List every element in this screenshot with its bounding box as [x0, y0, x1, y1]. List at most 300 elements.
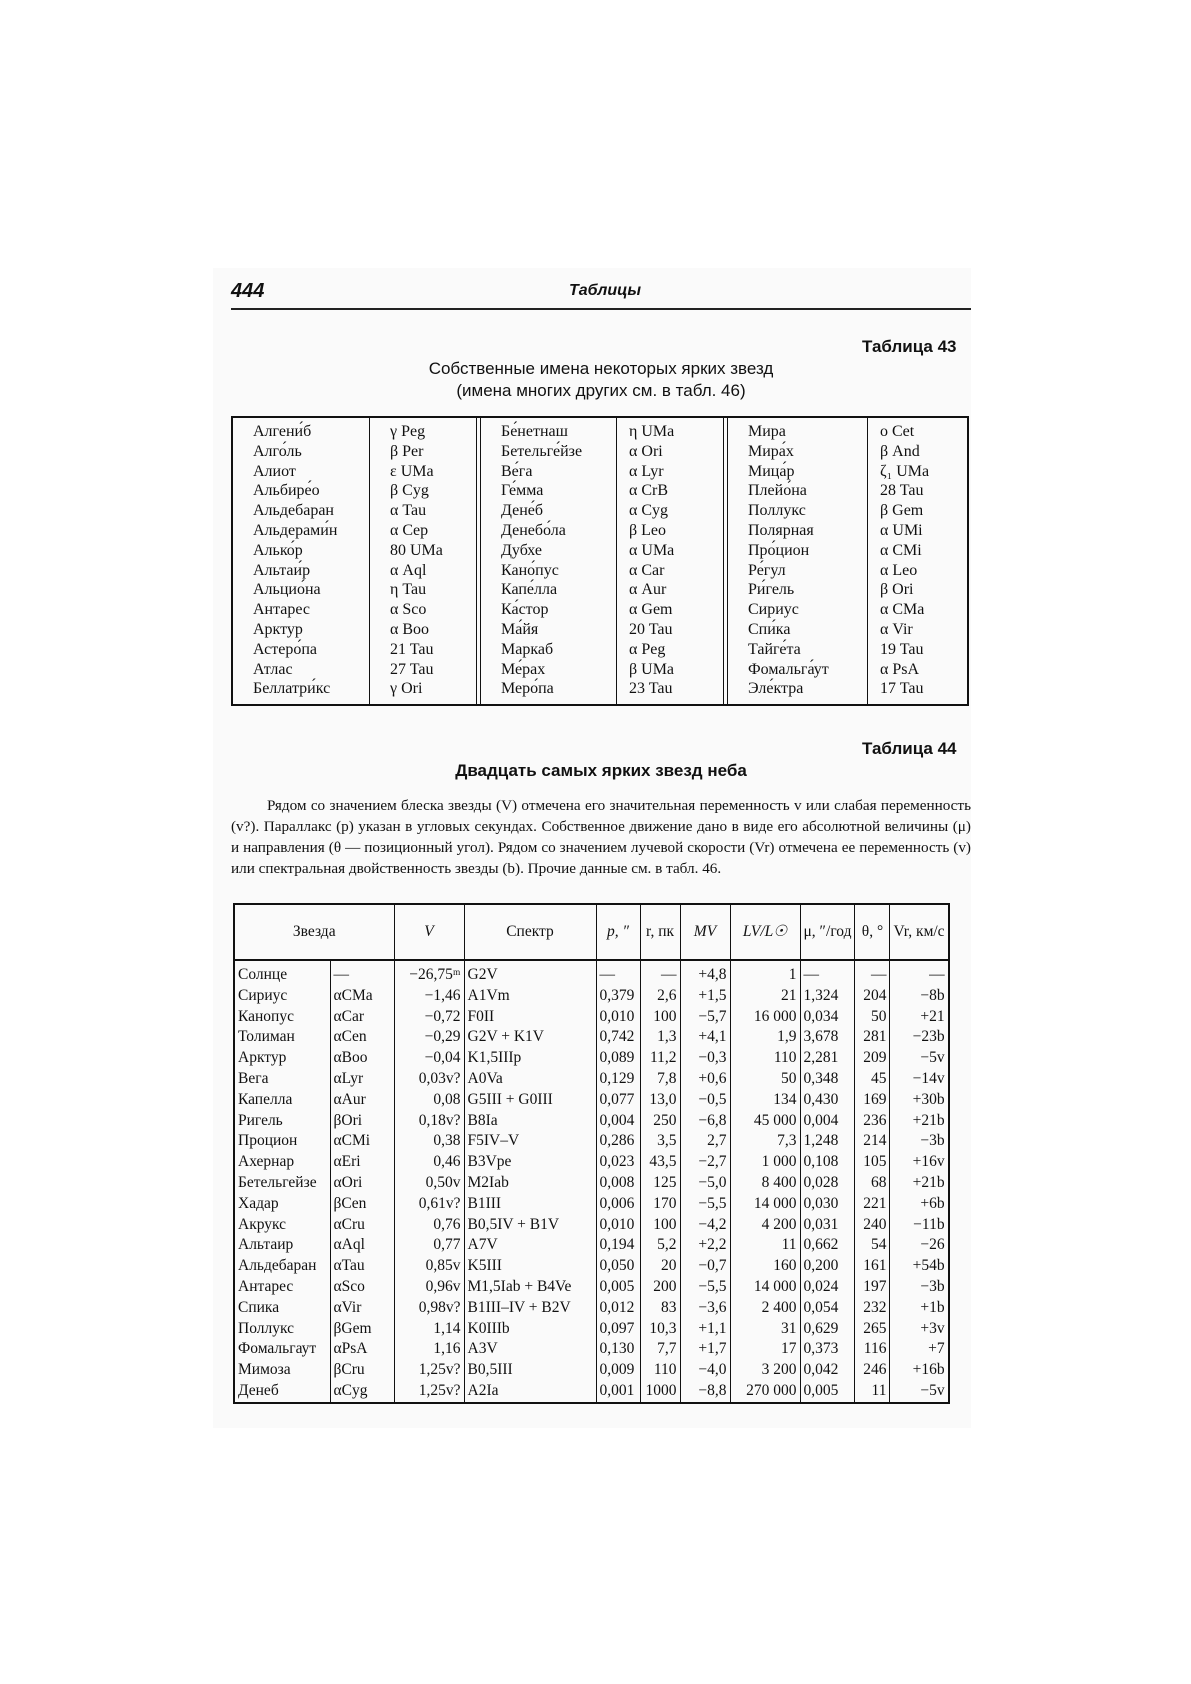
star-name: Альдебаран: [253, 502, 334, 520]
position-angle: 214: [855, 1131, 890, 1152]
star-designation: α Tau: [390, 502, 427, 520]
star-name: Спика: [238, 1298, 280, 1316]
position-angle: 197: [855, 1277, 890, 1298]
distance: 2,6: [640, 986, 680, 1007]
luminosity: 1: [730, 960, 800, 986]
parallax: 0,005: [596, 1277, 640, 1298]
star-name: Поллукс: [238, 1319, 294, 1337]
table44-body: [234, 960, 949, 1403]
abs-magnitude: −5,5: [680, 1277, 730, 1298]
star-name: Ре́гул: [748, 561, 786, 579]
column-divider: [616, 418, 617, 704]
header-spectrum: Спектр: [464, 904, 596, 960]
abs-magnitude: +1,1: [680, 1319, 730, 1340]
star-name: Полярная: [748, 521, 814, 539]
proper-motion: 0,034: [800, 1007, 855, 1028]
star-name: Арктур: [238, 1049, 287, 1067]
header-luminosity: LV/L☉: [730, 904, 800, 960]
distance: 100: [640, 1007, 680, 1028]
luminosity: 134: [730, 1090, 800, 1111]
spectrum: K5III: [464, 1256, 596, 1277]
star-name: Антарес: [253, 601, 311, 619]
magnitude: 0,08: [394, 1090, 464, 1111]
radial-velocity: +3v: [890, 1319, 949, 1340]
abs-magnitude: −0,7: [680, 1256, 730, 1277]
star-designation: β Gem: [880, 502, 924, 520]
table-row: [234, 1069, 949, 1090]
abs-magnitude: +4,8: [680, 960, 730, 986]
parallax: 0,004: [596, 1111, 640, 1132]
parallax: 0,023: [596, 1152, 640, 1173]
proper-motion: 0,200: [800, 1256, 855, 1277]
star-designation: β Per: [390, 442, 424, 460]
magnitude: 0,77: [394, 1235, 464, 1256]
abs-magnitude: −6,8: [680, 1111, 730, 1132]
star-designation: α CrB: [629, 482, 669, 500]
star-name: Поллукс: [748, 502, 806, 520]
star-designation: 23 Tau: [629, 680, 673, 698]
star-name: Денеб: [238, 1381, 279, 1399]
magnitude: 0,96v: [394, 1277, 464, 1298]
star-designation: —: [330, 960, 394, 986]
star-designation: 20 Tau: [629, 620, 673, 638]
table-row: [234, 1131, 949, 1152]
star-name: Солнце: [238, 966, 288, 983]
star-name: Ри́гель: [748, 581, 795, 599]
star-name: Маркаб: [501, 640, 554, 658]
proper-motion: 0,028: [800, 1173, 855, 1194]
star-designation: αSco: [330, 1277, 394, 1298]
spectrum: K1,5IIIp: [464, 1048, 596, 1069]
magnitude: 0,98v?: [394, 1298, 464, 1319]
distance: 3,5: [640, 1131, 680, 1152]
parallax: 0,012: [596, 1298, 640, 1319]
star-name: Астеро́па: [253, 640, 318, 658]
star-designation: o Cet: [880, 423, 915, 440]
column-divider: [476, 418, 481, 704]
proper-motion: 0,662: [800, 1235, 855, 1256]
table44-description: [231, 795, 971, 879]
proper-motion: 0,629: [800, 1319, 855, 1340]
parallax: 0,008: [596, 1173, 640, 1194]
spectrum: G2V + K1V: [464, 1027, 596, 1048]
header-parallax: p, ″: [596, 904, 640, 960]
position-angle: 45: [855, 1069, 890, 1090]
magnitude: −1,46: [394, 986, 464, 1007]
star-designation: αLyr: [330, 1069, 394, 1090]
proper-motion: 3,678: [800, 1027, 855, 1048]
distance: 43,5: [640, 1152, 680, 1173]
star-designation: βOri: [330, 1111, 394, 1132]
header-position-angle: θ, °: [855, 904, 890, 960]
position-angle: 240: [855, 1215, 890, 1236]
table44-label: Таблица 44: [862, 739, 957, 758]
table-row: [234, 1152, 949, 1173]
star-name: Атлас: [253, 660, 293, 678]
star-designation: α Lyr: [629, 462, 664, 480]
abs-magnitude: −5,0: [680, 1173, 730, 1194]
distance: 13,0: [640, 1090, 680, 1111]
star-name: Спи́ка: [748, 620, 791, 638]
star-designation: α Cep: [390, 521, 429, 539]
star-designation: α Car: [629, 561, 665, 579]
spectrum: G2V: [464, 960, 596, 986]
radial-velocity: −26: [890, 1235, 949, 1256]
star-name: Алиот: [253, 462, 296, 480]
spectrum: M2Iab: [464, 1173, 596, 1194]
star-name: Ка́стор: [501, 601, 549, 619]
position-angle: 204: [855, 986, 890, 1007]
parallax: 0,194: [596, 1235, 640, 1256]
star-designation: βCru: [330, 1360, 394, 1381]
position-angle: 116: [855, 1339, 890, 1360]
radial-velocity: +21b: [890, 1111, 949, 1132]
abs-magnitude: +2,2: [680, 1235, 730, 1256]
distance: 10,3: [640, 1319, 680, 1340]
page-header: [231, 280, 971, 306]
running-head: Таблицы: [569, 282, 642, 299]
luminosity: 16 000: [730, 1007, 800, 1028]
parallax: 0,129: [596, 1069, 640, 1090]
abs-magnitude: −0,5: [680, 1090, 730, 1111]
magnitude: −26,75ᵐ: [394, 960, 464, 986]
luminosity: 270 000: [730, 1381, 800, 1403]
star-designation: 17 Tau: [880, 680, 924, 698]
table-row: [234, 1360, 949, 1381]
star-name: Альцио́на: [253, 581, 321, 599]
star-designation: α Aql: [390, 561, 427, 579]
star-name: Ригель: [238, 1111, 283, 1129]
proper-motion: 2,281: [800, 1048, 855, 1069]
distance: —: [640, 960, 680, 986]
magnitude: −0,04: [394, 1048, 464, 1069]
star-designation: α CMi: [880, 541, 922, 559]
distance: 20: [640, 1256, 680, 1277]
star-name: Канопус: [238, 1007, 294, 1025]
radial-velocity: +7: [890, 1339, 949, 1360]
position-angle: —: [855, 960, 890, 986]
table-row: [234, 1027, 949, 1048]
magnitude: −0,72: [394, 1007, 464, 1028]
star-designation: 19 Tau: [880, 640, 924, 658]
star-designation: αBoo: [330, 1048, 394, 1069]
parallax: 0,097: [596, 1319, 640, 1340]
magnitude: 0,50v: [394, 1173, 464, 1194]
table-row: [234, 1381, 949, 1403]
star-name: Бетельге́йзе: [501, 442, 583, 460]
star-designation: αOri: [330, 1173, 394, 1194]
position-angle: 169: [855, 1090, 890, 1111]
star-designation: β UMa: [629, 660, 675, 678]
star-designation: β And: [880, 442, 920, 460]
position-angle: 221: [855, 1194, 890, 1215]
column-divider: [723, 418, 728, 704]
table-row: [234, 1235, 949, 1256]
radial-velocity: −14v: [890, 1069, 949, 1090]
table43-col3-designations: [880, 422, 929, 700]
description-text: Рядом со значением блеска звезды (V) отмечена его значительная переменность v или слабая переменность (v?). Параллакс (p) указан в угловых секундах. Собственное движение дано в виде его абсолютной величины (μ) и направления (θ — позиционный угол). Рядом со значением лучевой скорости (Vr) отмечена ее переменность (v) или спектральная двойственность звезды (b). Прочие данные см. в табл. 46.: [231, 797, 971, 877]
position-angle: 209: [855, 1048, 890, 1069]
star-designation: ε UMa: [390, 462, 434, 480]
proper-motion: 0,054: [800, 1298, 855, 1319]
star-designation: β Ori: [880, 581, 914, 599]
parallax: 0,006: [596, 1194, 640, 1215]
star-designation: α Ori: [629, 442, 663, 460]
distance: 100: [640, 1215, 680, 1236]
star-name: Мира: [748, 423, 786, 440]
star-name: Бе́нетнаш: [501, 423, 568, 440]
abs-magnitude: −4,0: [680, 1360, 730, 1381]
abs-magnitude: −2,7: [680, 1152, 730, 1173]
spectrum: A7V: [464, 1235, 596, 1256]
star-name: Кано́пус: [501, 561, 559, 579]
table-row: [234, 1339, 949, 1360]
star-name: Мимоза: [238, 1361, 291, 1379]
radial-velocity: +6b: [890, 1194, 949, 1215]
position-angle: 161: [855, 1256, 890, 1277]
position-angle: 68: [855, 1173, 890, 1194]
star-name: Сириус: [238, 986, 288, 1004]
star-designation: α Sco: [390, 601, 427, 619]
position-angle: 11: [855, 1381, 890, 1403]
luminosity: 17: [730, 1339, 800, 1360]
distance: 125: [640, 1173, 680, 1194]
spectrum: F0II: [464, 1007, 596, 1028]
star-name: Капе́лла: [501, 581, 558, 599]
radial-velocity: −8b: [890, 986, 949, 1007]
star-name: Мира́х: [748, 442, 794, 460]
star-name: Капелла: [238, 1090, 293, 1108]
distance: 170: [640, 1194, 680, 1215]
abs-magnitude: +0,6: [680, 1069, 730, 1090]
distance: 1000: [640, 1381, 680, 1403]
star-designation: α Vir: [880, 620, 913, 638]
distance: 200: [640, 1277, 680, 1298]
star-designation: η Tau: [390, 581, 427, 599]
star-designation: α PsA: [880, 660, 920, 678]
luminosity: 160: [730, 1256, 800, 1277]
magnitude: 0,18v?: [394, 1111, 464, 1132]
abs-magnitude: −5,5: [680, 1194, 730, 1215]
abs-magnitude: +4,1: [680, 1027, 730, 1048]
star-designation: αCru: [330, 1215, 394, 1236]
parallax: 0,286: [596, 1131, 640, 1152]
proper-motion: 0,348: [800, 1069, 855, 1090]
luminosity: 3 200: [730, 1360, 800, 1381]
magnitude: −0,29: [394, 1027, 464, 1048]
star-designation: αTau: [330, 1256, 394, 1277]
proper-motion: 0,108: [800, 1152, 855, 1173]
spectrum: G5III + G0III: [464, 1090, 596, 1111]
luminosity: 8 400: [730, 1173, 800, 1194]
spectrum: B8Ia: [464, 1111, 596, 1132]
star-designation: η UMa: [629, 423, 675, 440]
table43: [231, 416, 969, 706]
table-row: [234, 1090, 949, 1111]
distance: 7,7: [640, 1339, 680, 1360]
table43-col3-names: [748, 422, 829, 700]
magnitude: 0,38: [394, 1131, 464, 1152]
radial-velocity: +16v: [890, 1152, 949, 1173]
star-designation: α Boo: [390, 620, 430, 638]
radial-velocity: +16b: [890, 1360, 949, 1381]
position-angle: 265: [855, 1319, 890, 1340]
table-row: [234, 1007, 949, 1028]
spectrum: B0,5IV + B1V: [464, 1215, 596, 1236]
position-angle: 54: [855, 1235, 890, 1256]
abs-magnitude: +1,5: [680, 986, 730, 1007]
radial-velocity: +30b: [890, 1090, 949, 1111]
radial-velocity: +54b: [890, 1256, 949, 1277]
star-name: Дубхе: [501, 541, 542, 559]
star-designation: βCen: [330, 1194, 394, 1215]
parallax: —: [596, 960, 640, 986]
magnitude: 1,14: [394, 1319, 464, 1340]
magnitude: 0,61v?: [394, 1194, 464, 1215]
abs-magnitude: −0,3: [680, 1048, 730, 1069]
star-designation: α UMi: [880, 521, 923, 539]
luminosity: 7,3: [730, 1131, 800, 1152]
distance: 250: [640, 1111, 680, 1132]
proper-motion: 0,031: [800, 1215, 855, 1236]
position-angle: 232: [855, 1298, 890, 1319]
star-designation: βGem: [330, 1319, 394, 1340]
luminosity: 1,9: [730, 1027, 800, 1048]
table43-col2-designations: [629, 422, 674, 700]
star-designation: αCen: [330, 1027, 394, 1048]
table-row: [234, 1194, 949, 1215]
table-row: [234, 960, 949, 986]
table-row: [234, 1215, 949, 1236]
abs-magnitude: −4,2: [680, 1215, 730, 1236]
star-designation: β Cyg: [390, 482, 429, 500]
radial-velocity: −5v: [890, 1048, 949, 1069]
spectrum: M1,5Iab + B4Ve: [464, 1277, 596, 1298]
parallax: 0,089: [596, 1048, 640, 1069]
star-designation: αPsA: [330, 1339, 394, 1360]
spectrum: B1III: [464, 1194, 596, 1215]
spectrum: B3Vpe: [464, 1152, 596, 1173]
star-name: Ма́йя: [501, 620, 539, 638]
table-row: [234, 1111, 949, 1132]
magnitude: 0,76: [394, 1215, 464, 1236]
table44-title: Двадцать самых ярких звезд неба: [455, 761, 747, 780]
star-name: Ме́рах: [501, 660, 546, 678]
header-proper-motion: μ, ″/год: [800, 904, 855, 960]
parallax: 0,077: [596, 1090, 640, 1111]
star-name: Сириус: [748, 601, 799, 619]
star-name: Ве́га: [501, 462, 533, 480]
header-abs-mag: MV: [680, 904, 730, 960]
star-designation: α Leo: [880, 561, 918, 579]
table-row: [234, 1298, 949, 1319]
star-name: Алгени́б: [253, 423, 312, 440]
table43-col1-designations: [390, 422, 443, 700]
star-name: Про́цион: [748, 541, 810, 559]
magnitude: 1,25v?: [394, 1381, 464, 1403]
star-name: Альдебаран: [238, 1257, 317, 1275]
position-angle: 246: [855, 1360, 890, 1381]
star-name: Плейо́на: [748, 482, 807, 500]
star-name: Толиман: [238, 1028, 295, 1046]
position-angle: 105: [855, 1152, 890, 1173]
star-name: Альтаир: [238, 1236, 294, 1254]
star-name: Эле́ктра: [748, 680, 804, 698]
header-star: Звезда: [234, 904, 394, 960]
spectrum: A1Vm: [464, 986, 596, 1007]
star-designation: αAql: [330, 1235, 394, 1256]
abs-magnitude: −8,8: [680, 1381, 730, 1403]
parallax: 0,379: [596, 986, 640, 1007]
proper-motion: —: [800, 960, 855, 986]
table-row: [234, 1256, 949, 1277]
parallax: 0,130: [596, 1339, 640, 1360]
radial-velocity: +21: [890, 1007, 949, 1028]
star-name: Беллатри́кс: [253, 680, 331, 698]
distance: 110: [640, 1360, 680, 1381]
table43-title: Собственные имена некоторых ярких звезд: [428, 359, 774, 378]
header-v: V: [394, 904, 464, 960]
position-angle: 50: [855, 1007, 890, 1028]
magnitude: 0,46: [394, 1152, 464, 1173]
abs-magnitude: 2,7: [680, 1131, 730, 1152]
abs-magnitude: −5,7: [680, 1007, 730, 1028]
star-name: Альбире́о: [253, 482, 320, 500]
star-name: Дене́б: [501, 502, 544, 520]
luminosity: 1 000: [730, 1152, 800, 1173]
luminosity: 110: [730, 1048, 800, 1069]
distance: 11,2: [640, 1048, 680, 1069]
star-name: Тайге́та: [748, 640, 801, 658]
header-distance: r, пк: [640, 904, 680, 960]
star-name: Альтаи́р: [253, 561, 311, 579]
star-designation: αAur: [330, 1090, 394, 1111]
distance: 83: [640, 1298, 680, 1319]
star-name: Меро́па: [501, 680, 554, 698]
distance: 1,3: [640, 1027, 680, 1048]
star-designation: α UMa: [629, 541, 675, 559]
luminosity: 50: [730, 1069, 800, 1090]
star-designation: α Peg: [629, 640, 666, 658]
proper-motion: 1,248: [800, 1131, 855, 1152]
header-radial-velocity: Vr, км/с: [890, 904, 949, 960]
spectrum: B0,5III: [464, 1360, 596, 1381]
abs-magnitude: −3,6: [680, 1298, 730, 1319]
radial-velocity: +1b: [890, 1298, 949, 1319]
parallax: 0,009: [596, 1360, 640, 1381]
star-designation: 27 Tau: [390, 660, 434, 678]
parallax: 0,001: [596, 1381, 640, 1403]
star-designation: αEri: [330, 1152, 394, 1173]
table-row: [234, 1173, 949, 1194]
position-angle: 281: [855, 1027, 890, 1048]
parallax: 0,010: [596, 1007, 640, 1028]
magnitude: 1,16: [394, 1339, 464, 1360]
spectrum: K0IIIb: [464, 1319, 596, 1340]
table43-col1-names: [253, 422, 337, 700]
proper-motion: 1,324: [800, 986, 855, 1007]
proper-motion: 0,024: [800, 1277, 855, 1298]
star-name: Антарес: [238, 1277, 294, 1295]
radial-velocity: −5v: [890, 1381, 949, 1403]
page-number: 444: [231, 280, 265, 302]
radial-velocity: —: [890, 960, 949, 986]
column-divider: [369, 418, 370, 704]
star-name: Ге́мма: [501, 482, 544, 500]
distance: 7,8: [640, 1069, 680, 1090]
spectrum: A2Ia: [464, 1381, 596, 1403]
header-rule: [231, 308, 971, 310]
